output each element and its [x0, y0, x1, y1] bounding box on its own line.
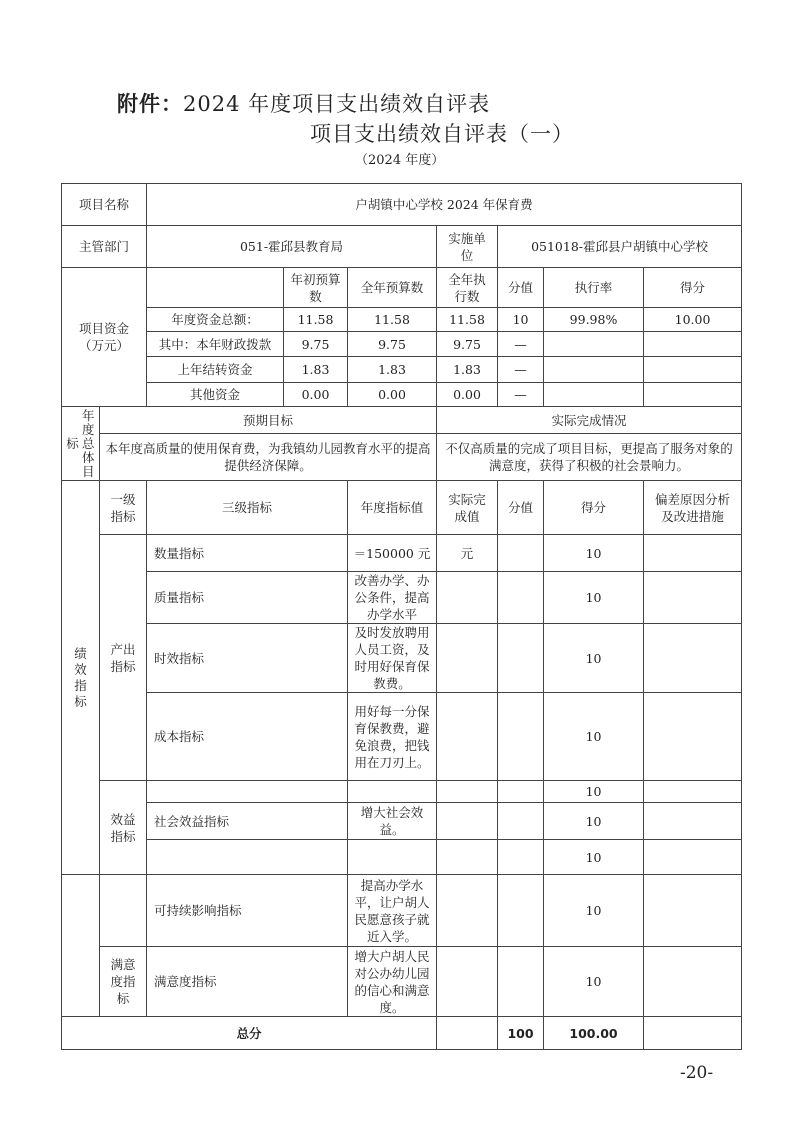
funds-row — [62, 332, 742, 357]
kpi-target: 改善办学、办公条件，提高办学水平 — [348, 572, 437, 624]
fund-name: 上年结转资金 — [147, 357, 284, 383]
funds-header-row — [62, 268, 742, 308]
goals-label-b: 年度总体目 — [81, 407, 95, 479]
fund-rate — [544, 332, 644, 357]
kpi-actual: 元 — [437, 535, 498, 572]
dept-value: 051-霍邱县教育局 — [147, 226, 437, 268]
kpi-note — [644, 840, 742, 875]
funds-header-score: 得分 — [644, 268, 742, 308]
kpi-note — [644, 572, 742, 624]
kpi-actual — [437, 840, 498, 875]
kpi-indicator: 时效指标 — [147, 624, 348, 693]
project-name-value: 户胡镇中心学校 2024 年保育费 — [147, 184, 742, 226]
actual-goal-text: 不仅高质量的完成了项目目标，更提高了服务对象的满意度，获得了积极的社会景响力。 — [437, 434, 742, 481]
goals-content-row — [62, 434, 742, 481]
funds-header-executed: 全年执行数 — [437, 268, 498, 308]
goals-label-a: 标 — [66, 436, 79, 451]
kpi-weight — [498, 624, 544, 693]
kpi-score: 10 — [544, 875, 644, 947]
fund-annual: 11.58 — [348, 308, 437, 332]
fund-name: 年度资金总额： — [147, 308, 284, 332]
kpi-header-row — [62, 481, 742, 535]
impl-value: 051018-霍邱县户胡镇中心学校 — [498, 226, 742, 268]
kpi-weight — [498, 535, 544, 572]
kpi-level1 — [100, 875, 147, 947]
kpi-row — [62, 781, 742, 803]
kpi-weight — [498, 947, 544, 1017]
expected-goal-header: 预期目标 — [100, 407, 437, 434]
fund-score — [644, 357, 742, 383]
kpi-score: 10 — [544, 947, 644, 1017]
kpi-row — [62, 572, 742, 624]
fund-name: 其中：本年财政拨款 — [147, 332, 284, 357]
kpi-indicator — [147, 840, 348, 875]
kpi-actual — [437, 572, 498, 624]
total-weight: 100 — [498, 1017, 544, 1050]
actual-goal-header: 实际完成情况 — [437, 407, 742, 434]
kpi-header-target: 年度指标值 — [348, 481, 437, 535]
kpi-weight — [498, 875, 544, 947]
form-title: 项目支出绩效自评表（一） — [310, 122, 574, 146]
kpi-note — [644, 875, 742, 947]
funds-header-initial: 年初预算数 — [284, 268, 348, 308]
kpi-target: 及时发放聘用人员工资，及时用好保育保教费。 — [348, 624, 437, 693]
kpi-section-label-continued — [62, 875, 100, 1017]
total-score: 100.00 — [544, 1017, 644, 1050]
kpi-indicator: 质量指标 — [147, 572, 348, 624]
fund-executed: 9.75 — [437, 332, 498, 357]
project-name-row — [62, 184, 742, 226]
kpi-indicator: 可持续影响指标 — [147, 875, 348, 947]
attachment-title — [117, 88, 490, 118]
kpi-score: 10 — [544, 572, 644, 624]
total-label: 总分 — [62, 1017, 437, 1050]
kpi-row — [62, 535, 742, 572]
kpi-header-indicator: 三级指标 — [147, 481, 348, 535]
kpi-score: 10 — [544, 535, 644, 572]
kpi-level1: 产出指标 — [100, 535, 147, 781]
goals-header-row — [62, 407, 742, 434]
fund-annual: 0.00 — [348, 383, 437, 407]
funds-header-annual: 全年预算数 — [348, 268, 437, 308]
kpi-row — [62, 693, 742, 781]
kpi-actual — [437, 947, 498, 1017]
fund-initial: 1.83 — [284, 357, 348, 383]
fund-executed: 11.58 — [437, 308, 498, 332]
fund-name: 其他资金 — [147, 383, 284, 407]
kpi-row — [62, 875, 742, 947]
kpi-score: 10 — [544, 781, 644, 803]
kpi-score: 10 — [544, 840, 644, 875]
kpi-note — [644, 693, 742, 781]
fund-weight: — — [498, 383, 544, 407]
kpi-target: 增大社会效益。 — [348, 803, 437, 840]
project-name-label: 项目名称 — [62, 184, 147, 226]
funds-header-weight: 分值 — [498, 268, 544, 308]
expected-goal-text: 本年度高质量的使用保育费，为我镇幼儿园教育水平的提高提供经济保障。 — [100, 434, 437, 481]
funds-header-rate: 执行率 — [544, 268, 644, 308]
fund-annual: 9.75 — [348, 332, 437, 357]
kpi-indicator: 社会效益指标 — [147, 803, 348, 840]
funds-header-blank — [147, 268, 284, 308]
kpi-header-weight: 分值 — [498, 481, 544, 535]
kpi-note — [644, 624, 742, 693]
kpi-level1: 效益指标 — [100, 781, 147, 875]
kpi-header-actual: 实际完成值 — [437, 481, 498, 535]
attachment-title-text: 2024 年度项目支出绩效自评表 — [183, 92, 491, 116]
kpi-row — [62, 840, 742, 875]
impl-label: 实施单位 — [437, 226, 498, 268]
goals-label — [62, 407, 100, 481]
fund-weight: 10 — [498, 308, 544, 332]
kpi-score: 10 — [544, 693, 644, 781]
dept-label: 主管部门 — [62, 226, 147, 268]
funds-row — [62, 383, 742, 407]
kpi-note — [644, 781, 742, 803]
fund-initial: 9.75 — [284, 332, 348, 357]
page-number: -20- — [680, 1063, 714, 1083]
kpi-note — [644, 947, 742, 1017]
attachment-prefix: 附件： — [117, 92, 183, 116]
total-note — [644, 1017, 742, 1050]
kpi-target: 增大户胡人民对公办幼儿园的信心和满意度。 — [348, 947, 437, 1017]
kpi-weight — [498, 803, 544, 840]
total-row — [62, 1017, 742, 1050]
fund-score — [644, 383, 742, 407]
kpi-level1: 满意度指标 — [100, 947, 147, 1017]
kpi-note — [644, 535, 742, 572]
kpi-weight — [498, 572, 544, 624]
funds-row — [62, 308, 742, 332]
kpi-actual — [437, 781, 498, 803]
kpi-score: 10 — [544, 624, 644, 693]
fund-rate: 99.98% — [544, 308, 644, 332]
kpi-target — [348, 781, 437, 803]
fund-weight: — — [498, 357, 544, 383]
kpi-score: 10 — [544, 803, 644, 840]
kpi-target: 用好每一分保育保教费，避免浪费，把钱用在刀刃上。 — [348, 693, 437, 781]
kpi-weight — [498, 840, 544, 875]
fund-weight: — — [498, 332, 544, 357]
fund-executed: 0.00 — [437, 383, 498, 407]
total-actual — [437, 1017, 498, 1050]
kpi-target — [348, 840, 437, 875]
kpi-header-score: 得分 — [544, 481, 644, 535]
kpi-row — [62, 947, 742, 1017]
kpi-row — [62, 624, 742, 693]
kpi-actual — [437, 693, 498, 781]
kpi-indicator: 数量指标 — [147, 535, 348, 572]
fund-initial: 0.00 — [284, 383, 348, 407]
kpi-header-note: 偏差原因分析及改进措施 — [644, 481, 742, 535]
fund-rate — [544, 357, 644, 383]
kpi-target: ＝150000 元 — [348, 535, 437, 572]
fund-executed: 1.83 — [437, 357, 498, 383]
fund-rate — [544, 383, 644, 407]
funds-row — [62, 357, 742, 383]
kpi-row — [62, 803, 742, 840]
kpi-header-level1: 一级指标 — [100, 481, 147, 535]
kpi-actual — [437, 624, 498, 693]
kpi-indicator: 满意度指标 — [147, 947, 348, 1017]
kpi-note — [644, 803, 742, 840]
kpi-weight — [498, 781, 544, 803]
kpi-target: 提高办学水平，让户胡人民愿意孩子就近入学。 — [348, 875, 437, 947]
kpi-actual — [437, 803, 498, 840]
kpi-actual — [437, 875, 498, 947]
kpi-weight — [498, 693, 544, 781]
fund-score: 10.00 — [644, 308, 742, 332]
kpi-indicator: 成本指标 — [147, 693, 348, 781]
kpi-indicator — [147, 781, 348, 803]
kpi-section-label: 绩效指标 — [62, 481, 100, 875]
fund-score — [644, 332, 742, 357]
fund-initial: 11.58 — [284, 308, 348, 332]
year-note: （2024 年度） — [355, 153, 445, 168]
department-row — [62, 226, 742, 268]
fund-annual: 1.83 — [348, 357, 437, 383]
self-evaluation-table — [61, 183, 742, 1050]
funds-label: 项目资金（万元） — [62, 268, 147, 407]
